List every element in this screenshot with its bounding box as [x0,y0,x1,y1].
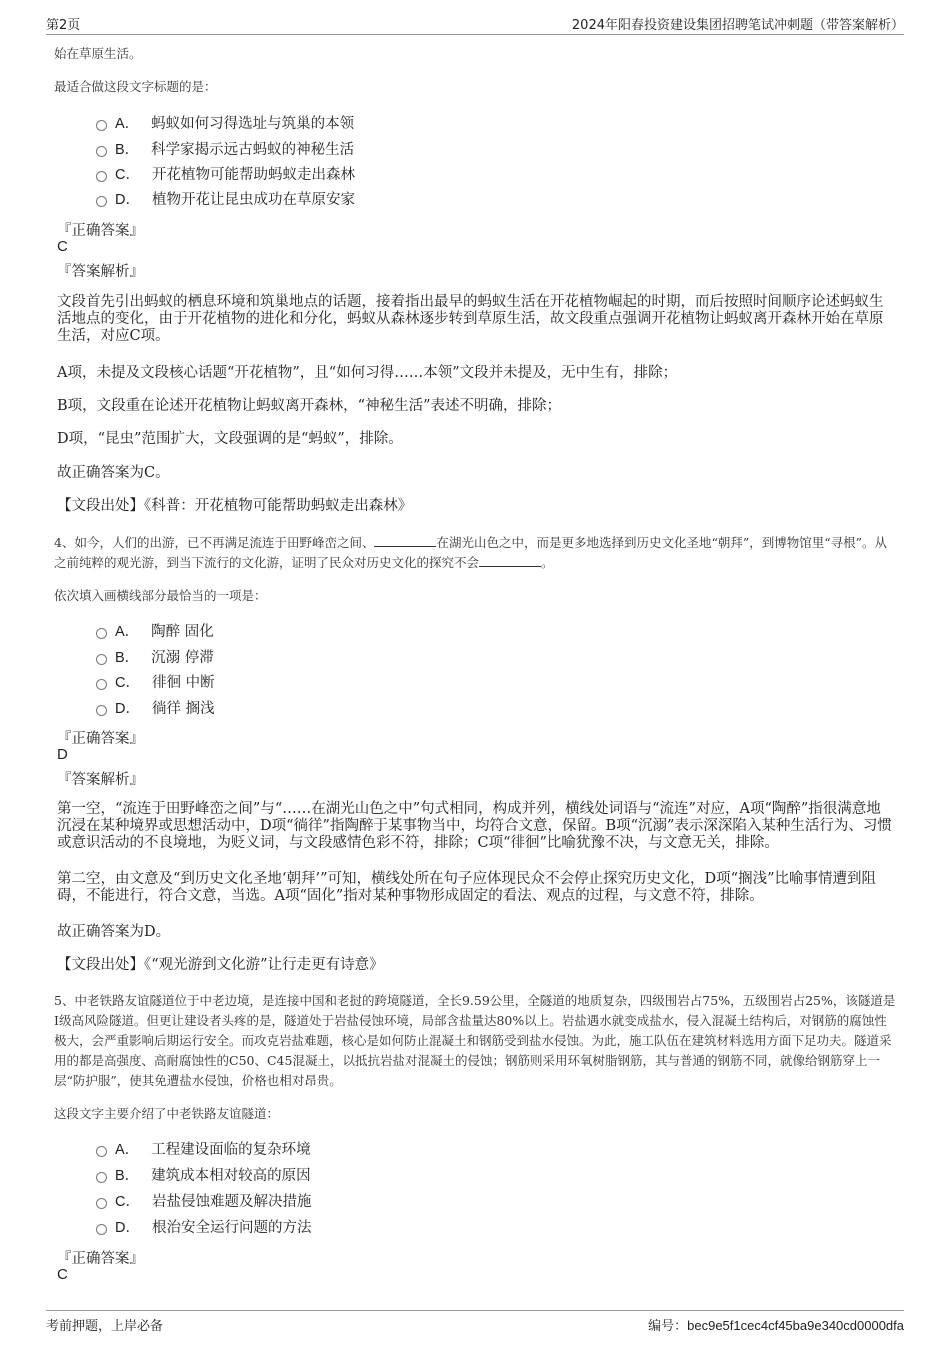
q4-analysis-paragraph: 故正确答案为D。 [57,924,171,940]
radio-icon[interactable] [96,679,107,690]
page-header [46,14,904,35]
q5-option-c[interactable]: C． 岩盐侵蚀难题及解决措施 [96,1192,311,1212]
q3-answer: C [57,238,68,255]
q4-question-text: 4、如今，人们的出游，已不再满足流连于田野峰峦之间、 在湖光山色之中，而是更多地选择到历史文化圣地“朝拜”，到博物馆里“寻根”。从之前纯粹的观光游，到当下流行的文化游，证明了民众对历史文化的探究不会 。 [54,535,888,570]
q5-prompt: 这段文字主要介绍了中老铁路友谊隧道： [54,1106,280,1121]
radio-icon[interactable] [96,628,107,639]
q3-prompt: 最适合做这段文字标题的是： [54,79,217,94]
q4-analysis-paragraph: 第一空，“流连于田野峰峦之间”与“……在湖光山色之中”句式相同，构成并列，横线处词语与“流连”对应，A项“陶醉”指很满意地沉浸在某种境界或思想活动中，D项“徜徉”指陶醉于某事物当中，均符合文意，保留。B项“沉溺”表示深深陷入某种生活行为、习惯或意识活动的不良境地，为贬义词，与文段感情色彩不符，排除；C项“徘徊”比喻犹豫不决，与文意无关，排除。 [57,801,892,851]
q5-answer-label: 『正确答案』 [57,1251,144,1267]
q5-option-d[interactable]: D． 根治安全运行问题的方法 [96,1218,311,1238]
q3-option-b[interactable]: B． 科学家揭示远古蚂蚁的神秘生活 [96,140,354,160]
q3-analysis-paragraph: B项，文段重在论述开花植物让蚂蚁离开森林，“神秘生活”表述不明确，排除； [57,398,561,414]
document-title: 2024年阳春投资建设集团招聘笔试冲刺题（带答案解析） [571,18,904,33]
q3-option-a[interactable]: A． 蚂蚁如何习得选址与筑巢的本领 [96,114,354,134]
q5-question-text: 5、中老铁路友谊隧道位于中老边境，是连接中国和老挝的跨境隧道，全长9.59公里，全隧道的地质复杂，四级围岩占75%，五级围岩占25%，该隧道是I级高风险隧道。但更让建设者头疼的是，隧道处于岩盐侵蚀环境，局部含盐量达80%以上。岩盐遇水就变成盐水，侵入混凝土结构后，对钢筋的腐蚀性极大，会严重影响后期运行安全。而攻克岩盐难题，核心是如何防止混凝土和钢筋受到盐水侵蚀。为此，施工队伍在建筑材料选用方面下足功夫。隧道采用的都是高强度、高耐腐蚀性的C50、C45混凝土，以抵抗岩盐对混凝土的侵蚀；钢筋则采用环氧树脂钢筋，其与普通的钢筋不同，就像给钢筋穿上一层“防护服”，使其免遭盐水侵蚀，价格也相对昂贵。 [54,993,896,1088]
q5-option-b[interactable]: B． 建筑成本相对较高的原因 [96,1166,311,1186]
q4-option-b[interactable]: B． 沉溺 停滞 [96,648,214,668]
q4-prompt: 依次填入画横线部分最恰当的一项是： [54,588,267,603]
q4-source: 【文段出处】《“观光游到文化游”让行走更有诗意》 [57,957,384,973]
q3-analysis-paragraph: 文段首先引出蚂蚁的栖息环境和筑巢地点的话题，接着指出最早的蚂蚁生活在开花植物崛起的时期，而后按照时间顺序论述蚂蚁生活地点的变化，由于开花植物的进化和分化，蚂蚁从森林逐步转到草原生活，故文段重点强调开花植物让蚂蚁离开森林开始在草原生活，对应C项。 [57,294,884,344]
q4-option-c[interactable]: C． 徘徊 中断 [96,673,215,693]
q5-option-a[interactable]: A． 工程建设面临的复杂环境 [96,1140,311,1160]
blank-line [479,554,541,567]
q4-option-d[interactable]: D． 徜徉 搁浅 [96,699,215,719]
q3-analysis-label: 『答案解析』 [57,264,144,280]
q3-option-d[interactable]: D． 植物开花让昆虫成功在草原安家 [96,190,355,210]
q3-answer-label: 『正确答案』 [57,223,144,239]
radio-icon[interactable] [96,196,107,207]
q3-analysis-paragraph: D项，“昆虫”范围扩大，文段强调的是“蚂蚁”，排除。 [57,431,403,447]
radio-icon[interactable] [96,1224,107,1235]
radio-icon[interactable] [96,1172,107,1183]
q5-answer: C [57,1266,68,1283]
q3-source: 【文段出处】《科普：开花植物可能帮助蚂蚁走出森林》 [57,498,413,514]
q3-tail-text: 始在草原生活。 [54,46,142,61]
radio-icon[interactable] [96,171,107,182]
radio-icon[interactable] [96,146,107,157]
radio-icon[interactable] [96,654,107,665]
q3-analysis-paragraph: 故正确答案为C。 [57,465,170,481]
q4-answer: D [57,746,68,763]
q3-analysis-paragraph: A项，未提及文段核心话题“开花植物”，且“如何习得……本领”文段并未提及，无中生有，排除； [57,365,678,381]
q4-answer-label: 『正确答案』 [57,731,144,747]
q4-option-a[interactable]: A． 陶醉 固化 [96,622,214,642]
radio-icon[interactable] [96,120,107,131]
radio-icon[interactable] [96,705,107,716]
q4-analysis-paragraph: 第二空，由文意及“到历史文化圣地‘朝拜’”可知，横线处所在句子应体现民众不会停止探究历史文化，D项“搁浅”比喻事情遭到阻碍，不能进行，符合文意，当选。A项“固化”指对某种事物形成固定的看法、观点的过程，与文意不符，排除。 [57,871,876,904]
blank-line [374,534,436,547]
q4-analysis-label: 『答案解析』 [57,772,144,788]
radio-icon[interactable] [96,1146,107,1157]
q3-option-c[interactable]: C． 开花植物可能帮助蚂蚁走出森林 [96,165,355,185]
page-number: 第2页 [46,18,81,33]
radio-icon[interactable] [96,1198,107,1209]
document-code: 编号：bec9e5f1cec4cf45ba9e340cd0000dfa [648,1318,904,1333]
page-footer [46,1310,904,1335]
footer-slogan: 考前押题，上岸必备 [46,1319,164,1334]
